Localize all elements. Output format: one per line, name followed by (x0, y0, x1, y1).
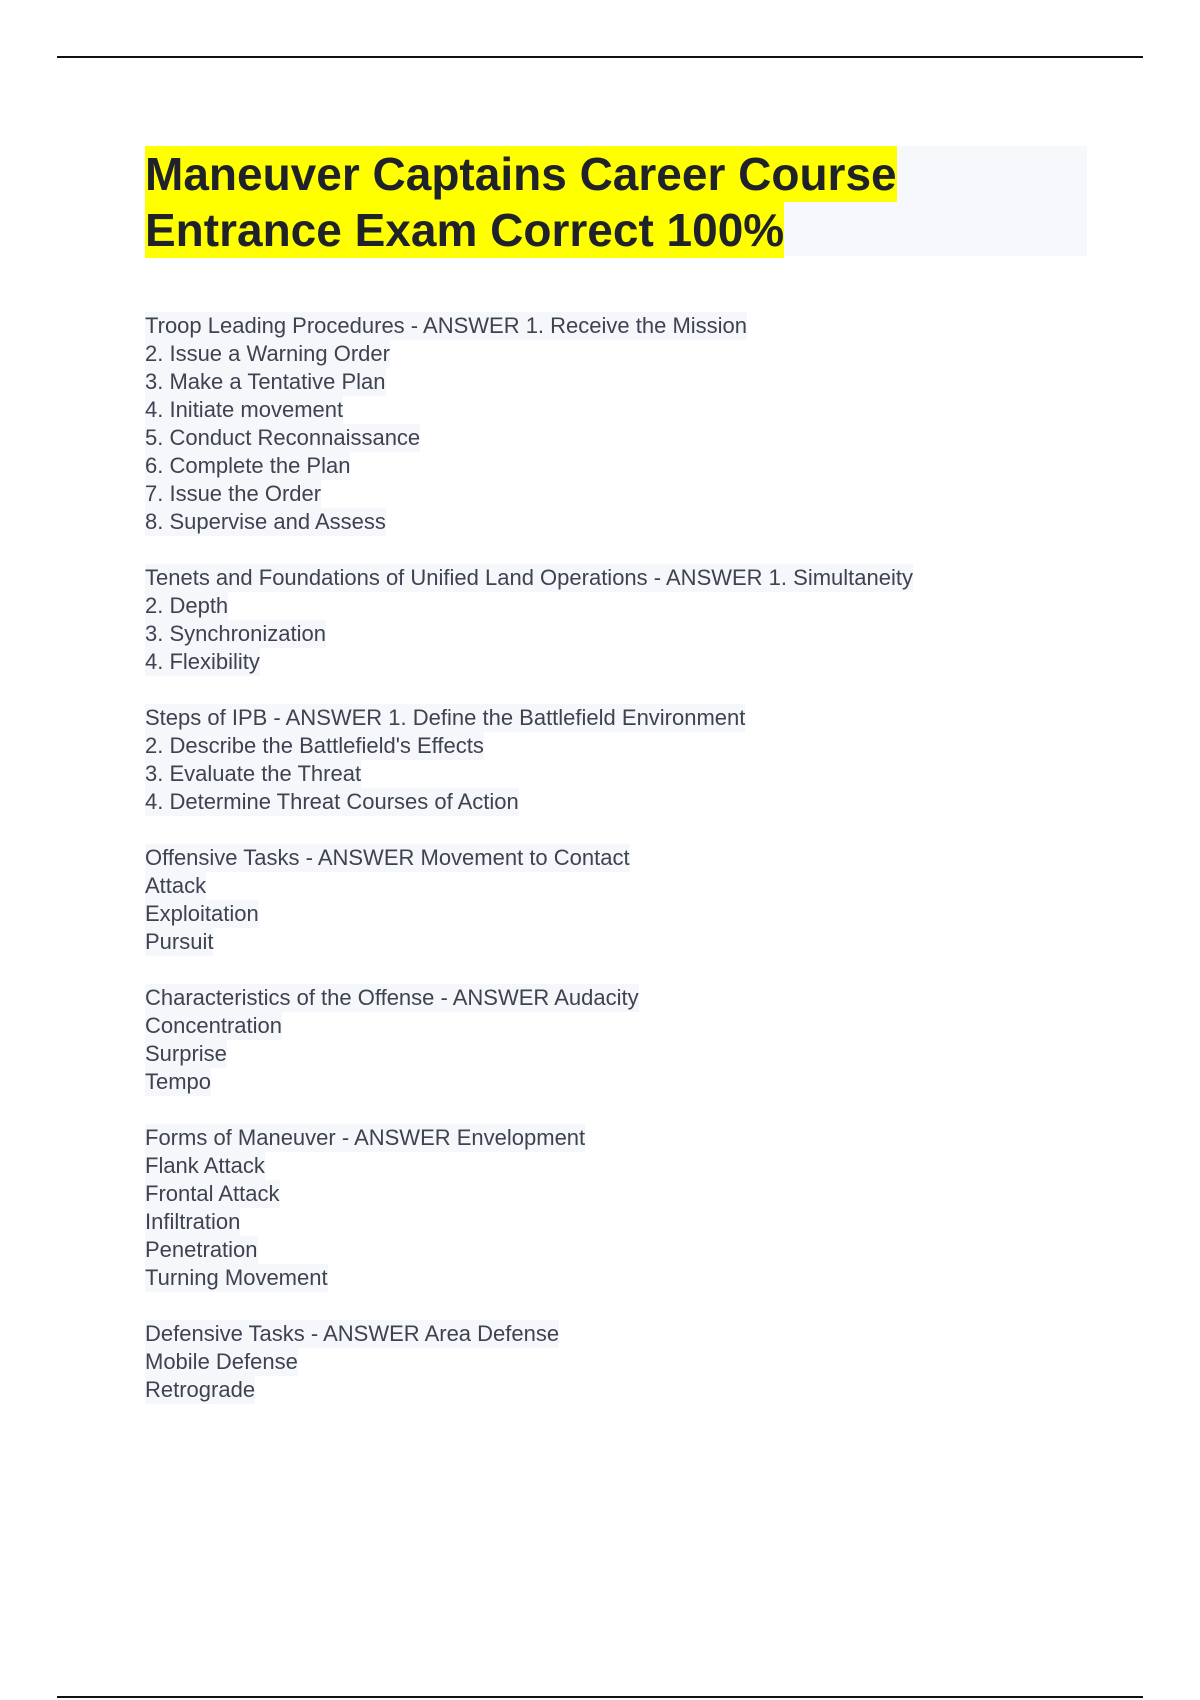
answer-line: 2. Issue a Warning Order (145, 341, 390, 366)
question-line: Characteristics of the Offense - ANSWER Audacity (145, 985, 639, 1010)
answer-line: 7. Issue the Order (145, 481, 322, 506)
qa-characteristics-of-offense (145, 984, 1105, 1096)
question-line: Offensive Tasks - ANSWER Movement to Contact (145, 845, 630, 870)
answer-line: Concentration (145, 1013, 282, 1038)
title-line-1: Maneuver Captains Career Course (145, 148, 897, 200)
answer-line: Infiltration (145, 1209, 241, 1234)
answer-line: Pursuit (145, 929, 214, 954)
qa-offensive-tasks (145, 844, 1105, 956)
answer-line: Penetration (145, 1237, 258, 1262)
question-line: Tenets and Foundations of Unified Land Operations - ANSWER 1. Simultaneity (145, 565, 913, 590)
question-line: Troop Leading Procedures - ANSWER 1. Receive the Mission (145, 313, 748, 338)
qa-defensive-tasks (145, 1320, 1105, 1404)
document-body (145, 312, 1105, 1432)
answer-line: Tempo (145, 1069, 212, 1094)
answer-line: 4. Determine Threat Courses of Action (145, 789, 519, 814)
answer-line: 8. Supervise and Assess (145, 509, 386, 534)
answer-line: Mobile Defense (145, 1349, 298, 1374)
qa-steps-of-ipb (145, 704, 1105, 816)
answer-line: Attack (145, 873, 207, 898)
answer-line: 3. Make a Tentative Plan (145, 369, 386, 394)
answer-line: 6. Complete the Plan (145, 453, 351, 478)
header-rule (57, 56, 1143, 58)
question-line: Forms of Maneuver - ANSWER Envelopment (145, 1125, 586, 1150)
answer-line: 2. Depth (145, 593, 229, 618)
document-title (145, 146, 1087, 256)
qa-troop-leading-procedures (145, 312, 1105, 536)
answer-line: Turning Movement (145, 1265, 328, 1290)
answer-line: 2. Describe the Battlefield's Effects (145, 733, 484, 758)
answer-line: 3. Synchronization (145, 621, 326, 646)
answer-line: Exploitation (145, 901, 259, 926)
answer-line: 4. Initiate movement (145, 397, 344, 422)
question-line: Defensive Tasks - ANSWER Area Defense (145, 1321, 560, 1346)
answer-line: 4. Flexibility (145, 649, 260, 674)
answer-line: 3. Evaluate the Threat (145, 761, 362, 786)
footer-rule (57, 1696, 1143, 1698)
answer-line: 5. Conduct Reconnaissance (145, 425, 421, 450)
title-line-2: Entrance Exam Correct 100% (145, 204, 785, 256)
answer-line: Retrograde (145, 1377, 256, 1402)
qa-unified-land-operations (145, 564, 1105, 676)
answer-line: Frontal Attack (145, 1181, 280, 1206)
question-line: Steps of IPB - ANSWER 1. Define the Battlefield Environment (145, 705, 746, 730)
answer-line: Surprise (145, 1041, 227, 1066)
qa-forms-of-maneuver (145, 1124, 1105, 1292)
answer-line: Flank Attack (145, 1153, 265, 1178)
